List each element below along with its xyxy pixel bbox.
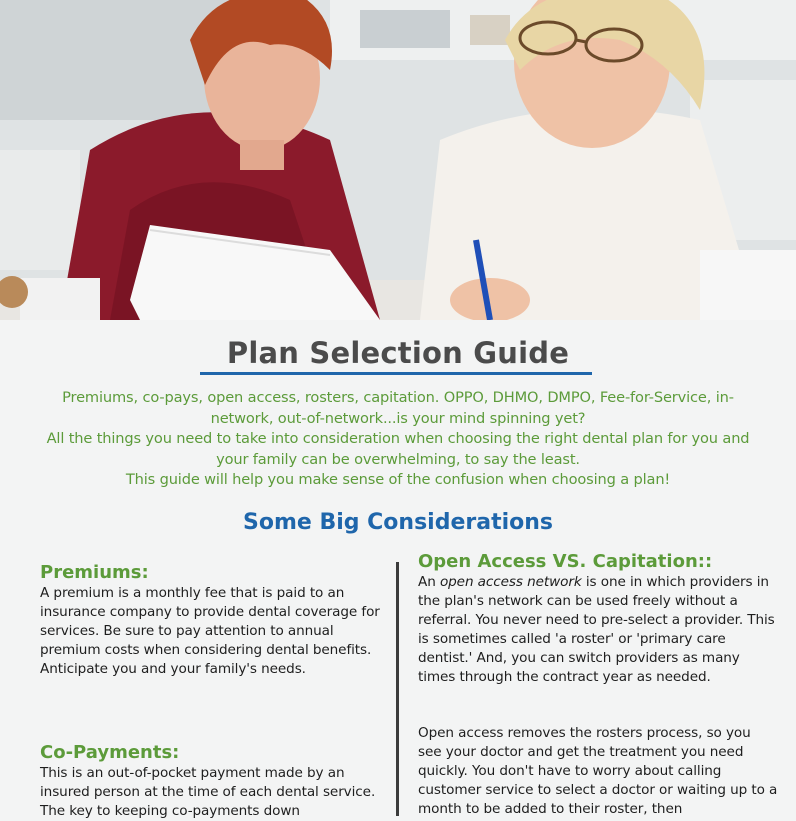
copayments-section (40, 742, 385, 821)
title-underline (200, 372, 592, 375)
intro-line-1: Premiums, co-pays, open access, rosters, capitation. OPPO, DHMO, DMPO, Fee-for-Service, in-network, out-of-network...is your mind spinning yet? (62, 389, 734, 427)
page-title: Plan Selection Guide (226, 336, 570, 370)
premiums-section (40, 562, 385, 679)
copayments-body: This is an out-of-pocket payment made by an insured person at the time of each dental service. The key to keeping co-payments down (40, 765, 376, 819)
section-title: Some Big Considerations (242, 510, 554, 535)
open-access-heading: Open Access VS. Capitation:: (418, 551, 713, 572)
open-access-paragraph-1 (418, 573, 778, 687)
open-access-rest: is one in which providers in the plan's network can be used freely without a referral. You never need to pre-select a provider. This is sometimes called 'a roster' or 'primary care dentist.' And, you can switch providers as many times through the contract year as needed. (418, 574, 775, 685)
column-divider (396, 562, 399, 816)
open-access-network-term: open access network (439, 574, 582, 590)
intro-line-3: This guide will help you make sense of the confusion when choosing a plan! (125, 471, 671, 488)
open-access-prefix: An (418, 574, 440, 590)
premiums-heading: Premiums: (40, 562, 149, 583)
open-access-paragraph-2: Open access removes the rosters process, so you see your doctor and get the treatment you need quickly. You don't have to worry about calling customer service to select a doctor or waiting up to a month to be added to their roster, then (418, 725, 778, 817)
open-access-paragraph-2-block (418, 724, 778, 819)
open-access-section (418, 551, 778, 687)
intro-line-2: All the things you need to take into consideration when choosing the right dental plan for you and your family can be overwhelming, to say the least. (46, 430, 750, 468)
intro-text (40, 388, 756, 491)
premiums-body: A premium is a monthly fee that is paid to an insurance company to provide dental coverage for services. Be sure to pay attention to annual premium costs when considering dental benefits. Anticipate you and your family's needs. (40, 585, 380, 677)
copayments-heading: Co-Payments: (40, 742, 180, 763)
hero-photo (0, 0, 796, 320)
